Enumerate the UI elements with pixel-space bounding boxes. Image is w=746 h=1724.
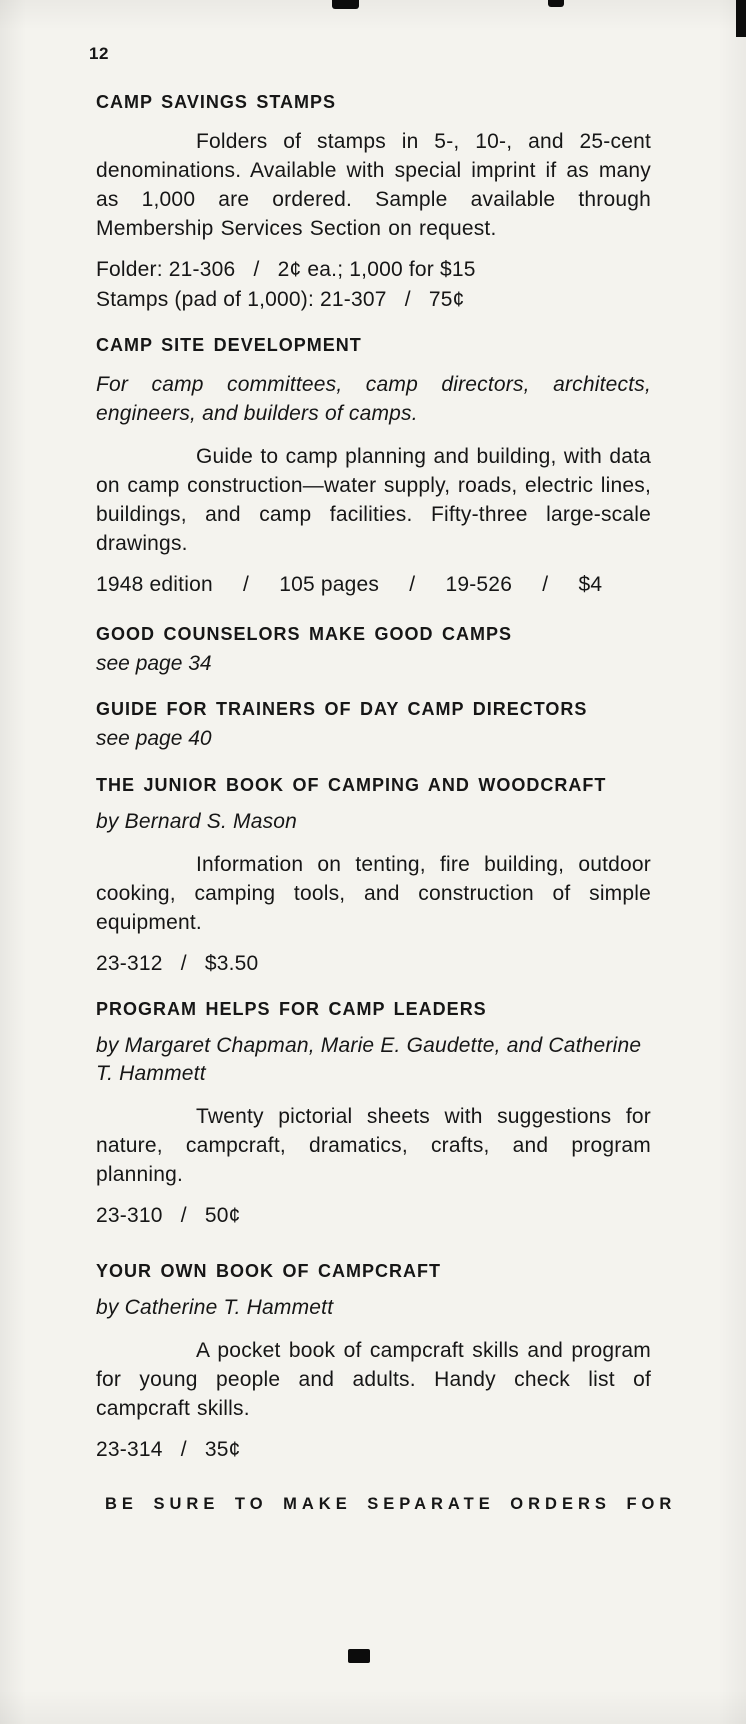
section-heading: GUIDE FOR TRAINERS OF DAY CAMP DIRECTORS <box>96 699 588 719</box>
footer-note: BE SURE TO MAKE SEPARATE ORDERS FOR <box>105 1495 677 1513</box>
section-heading: THE JUNIOR BOOK OF CAMPING AND WOODCRAFT <box>96 775 607 795</box>
page-reference: see page 40 <box>96 727 212 750</box>
section-heading: CAMP SAVINGS STAMPS <box>96 92 337 112</box>
page-number: 12 <box>89 44 109 63</box>
section-camp-savings-stamps <box>96 92 651 315</box>
order-line: 23-310 / 50¢ <box>96 1204 241 1227</box>
scan-artifact <box>548 0 564 7</box>
section-description: Twenty pictorial sheets with suggestions for nature, campcraft, dramatics, crafts, and program planning. <box>96 1105 651 1186</box>
section-heading: CAMP SITE DEVELOPMENT <box>96 335 362 355</box>
order-line: 1948 edition / 105 pages / 19-526 / $4 <box>96 573 603 596</box>
section-description: A pocket book of campcraft skills and program for young people and adults. Handy check list of campcraft skills. <box>96 1339 651 1420</box>
scan-artifact <box>348 1649 370 1663</box>
section-program-helps <box>96 999 651 1231</box>
section-guide-for-trainers <box>96 699 651 753</box>
order-info <box>96 1435 651 1465</box>
section-heading: GOOD COUNSELORS MAKE GOOD CAMPS <box>96 624 513 644</box>
section-description: Guide to camp planning and building, with data on camp construction—water supply, roads, electric lines, buildings, and camp facilities. Fifty-three large-scale drawings. <box>96 445 651 555</box>
section-audience-note: For camp committees, camp directors, architects, engineers, and builders of camps. <box>96 373 651 425</box>
section-good-counselors <box>96 624 651 678</box>
order-line: 23-312 / $3.50 <box>96 952 259 975</box>
section-your-own-book-of-campcraft <box>96 1261 651 1465</box>
order-line: Stamps (pad of 1,000): 21-307 / 75¢ <box>96 288 465 311</box>
author-byline: by Bernard S. Mason <box>96 810 298 833</box>
section-description: Information on tenting, fire building, outdoor cooking, camping tools, and construction of simple equipment. <box>96 853 651 934</box>
order-line: 23-314 / 35¢ <box>96 1438 241 1461</box>
order-info <box>96 949 651 979</box>
order-info <box>96 255 651 315</box>
section-junior-book-of-camping <box>96 775 651 979</box>
section-description: Folders of stamps in 5-, 10-, and 25-cent denominations. Available with special imprint if as many as 1,000 are ordered. Sample available through Membership Services Section on request. <box>96 130 651 240</box>
author-byline: by Catherine T. Hammett <box>96 1296 334 1319</box>
scan-artifact <box>736 0 746 37</box>
order-line: Folder: 21-306 / 2¢ ea.; 1,000 for $15 <box>96 258 476 281</box>
section-heading: YOUR OWN BOOK OF CAMPCRAFT <box>96 1261 441 1281</box>
page-reference: see page 34 <box>96 652 212 675</box>
scan-artifact <box>332 0 359 9</box>
section-heading: PROGRAM HELPS FOR CAMP LEADERS <box>96 999 487 1019</box>
author-byline: by Margaret Chapman, Marie E. Gaudette, and Catherine T. Hammett <box>96 1034 642 1085</box>
order-info <box>96 1201 651 1231</box>
order-info <box>96 570 651 600</box>
section-camp-site-development <box>96 335 651 600</box>
